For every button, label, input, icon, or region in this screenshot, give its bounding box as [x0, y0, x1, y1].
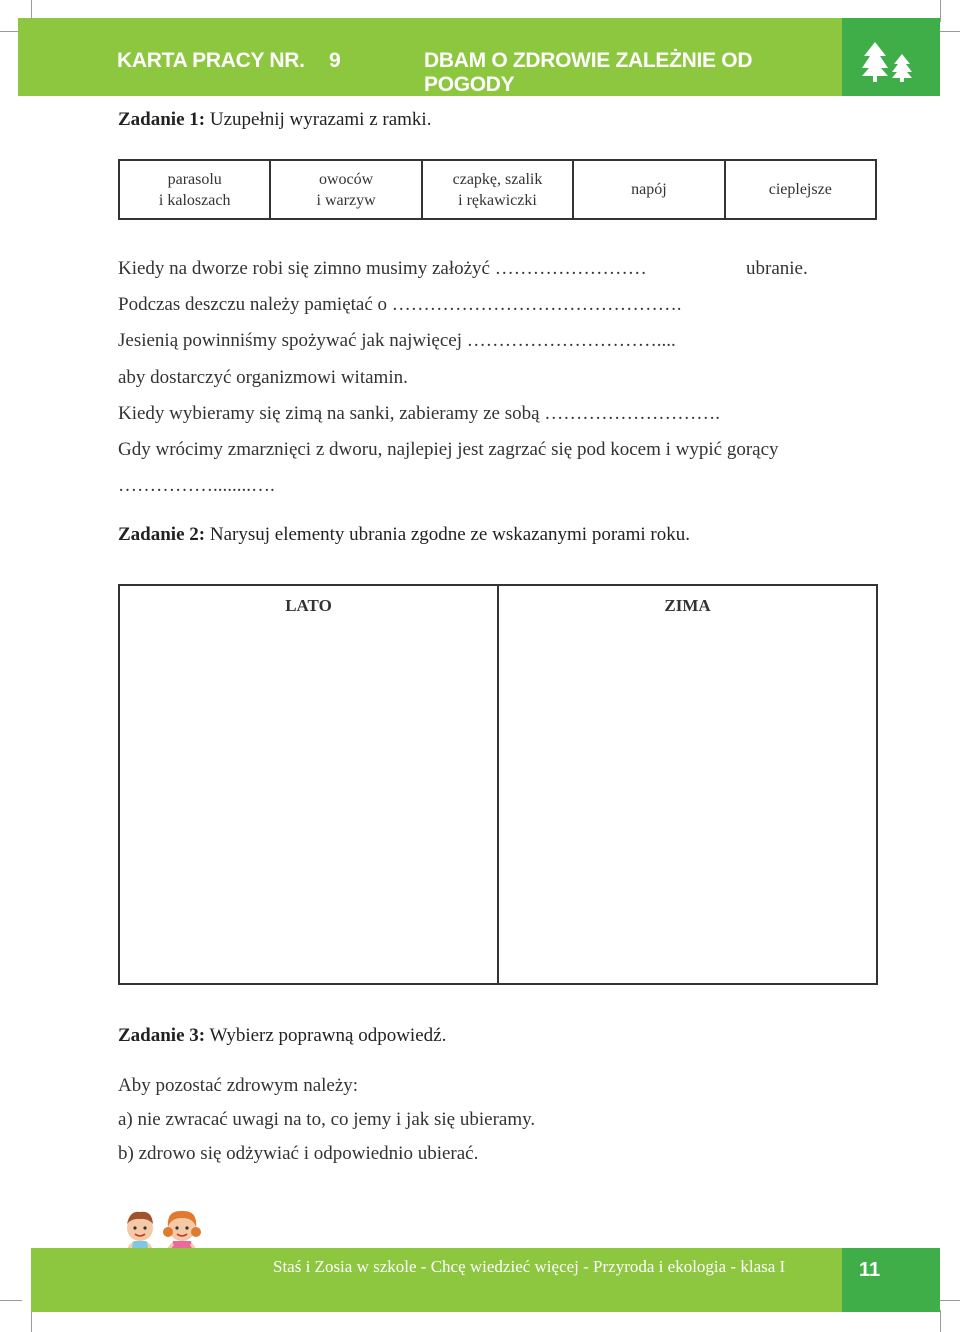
task1-text: Uzupełnij wyrazami z ramki.	[209, 109, 432, 130]
tree-icon	[862, 42, 918, 82]
header-tree-box	[842, 18, 940, 96]
fill-in-sentence-end: ubranie.	[746, 258, 808, 279]
task2-text: Narysuj elementy ubrania zgodne ze wskazanymi porami roku.	[209, 524, 690, 545]
fill-in-sentence: Kiedy wybieramy się zimą na sanki, zabieramy ze sobą ……………………….	[118, 403, 721, 424]
worksheet-header	[18, 18, 842, 96]
page-number-box	[842, 1248, 940, 1312]
task3-heading	[118, 1025, 446, 1047]
fill-in-sentence: Kiedy na dworze robi się zimno musimy założyć ……………………	[118, 258, 647, 279]
word: i kaloszach	[158, 191, 231, 209]
fill-in-sentence: Podczas deszczu należy pamiętać o ……………………………………….	[118, 294, 682, 315]
word-box-cell	[725, 160, 876, 219]
word: owoców	[318, 170, 374, 188]
word: napój	[631, 181, 667, 198]
crop-mark	[0, 1300, 22, 1301]
crop-mark	[31, 1310, 32, 1332]
word-box	[118, 159, 877, 220]
task3-label: Zadanie 3:	[118, 1025, 206, 1046]
crop-mark	[940, 0, 941, 22]
column-label: LATO	[285, 596, 332, 615]
word: parasolu	[167, 170, 222, 188]
task3-text: Wybierz poprawną odpowiedź.	[209, 1025, 447, 1046]
fill-in-sentence: Gdy wrócimy zmarznięci z dworu, najlepiej jest zagrzać się pod kocem i wypić gorący	[118, 439, 779, 460]
page-footer	[31, 1248, 842, 1312]
task1-label: Zadanie 1:	[118, 109, 206, 130]
sheet-label: KARTA PRACY NR.	[117, 49, 305, 72]
drawing-column-winter[interactable]	[497, 586, 876, 983]
crop-mark	[938, 31, 960, 32]
fill-in-sentence: ……………........….	[118, 475, 275, 496]
worksheet-title: DBAM O ZDROWIE ZALEŻNIE OD POGODY	[424, 49, 753, 96]
answer-option-b[interactable]: b) zdrowo się odżywiać i odpowiednio ubierać.	[118, 1143, 479, 1164]
word-box-cell	[573, 160, 724, 219]
fill-in-sentence: Jesienią powinniśmy spożywać jak najwięcej …………………………....	[118, 330, 676, 351]
question: Aby pozostać zdrowym należy:	[118, 1075, 359, 1096]
word: cieplejsze	[768, 181, 832, 198]
crop-mark	[938, 1300, 960, 1301]
word: i rękawiczki	[458, 191, 537, 209]
word: czapkę, szalik	[452, 170, 543, 188]
task2-heading	[118, 524, 690, 546]
drawing-area	[118, 584, 878, 985]
word-box-cell	[270, 160, 421, 219]
fill-in-sentence: aby dostarczyć organizmowi witamin.	[118, 367, 408, 388]
task1-heading	[118, 109, 431, 131]
crop-mark	[940, 1310, 941, 1332]
page-number: 11	[859, 1259, 881, 1281]
column-label: ZIMA	[664, 596, 711, 615]
word-box-cell	[119, 160, 270, 219]
answer-option-a[interactable]: a) nie zwracać uwagi na to, co jemy i jak się ubieramy.	[118, 1109, 536, 1130]
sheet-number: 9	[329, 49, 341, 72]
footer-caption: Staś i Zosia w szkole - Chcę wiedzieć więcej - Przyroda i ekologia - klasa I	[273, 1257, 786, 1276]
word-box-cell	[422, 160, 573, 219]
task2-label: Zadanie 2:	[118, 524, 206, 545]
word: i warzyw	[316, 191, 376, 209]
drawing-column-summer[interactable]	[120, 586, 497, 983]
